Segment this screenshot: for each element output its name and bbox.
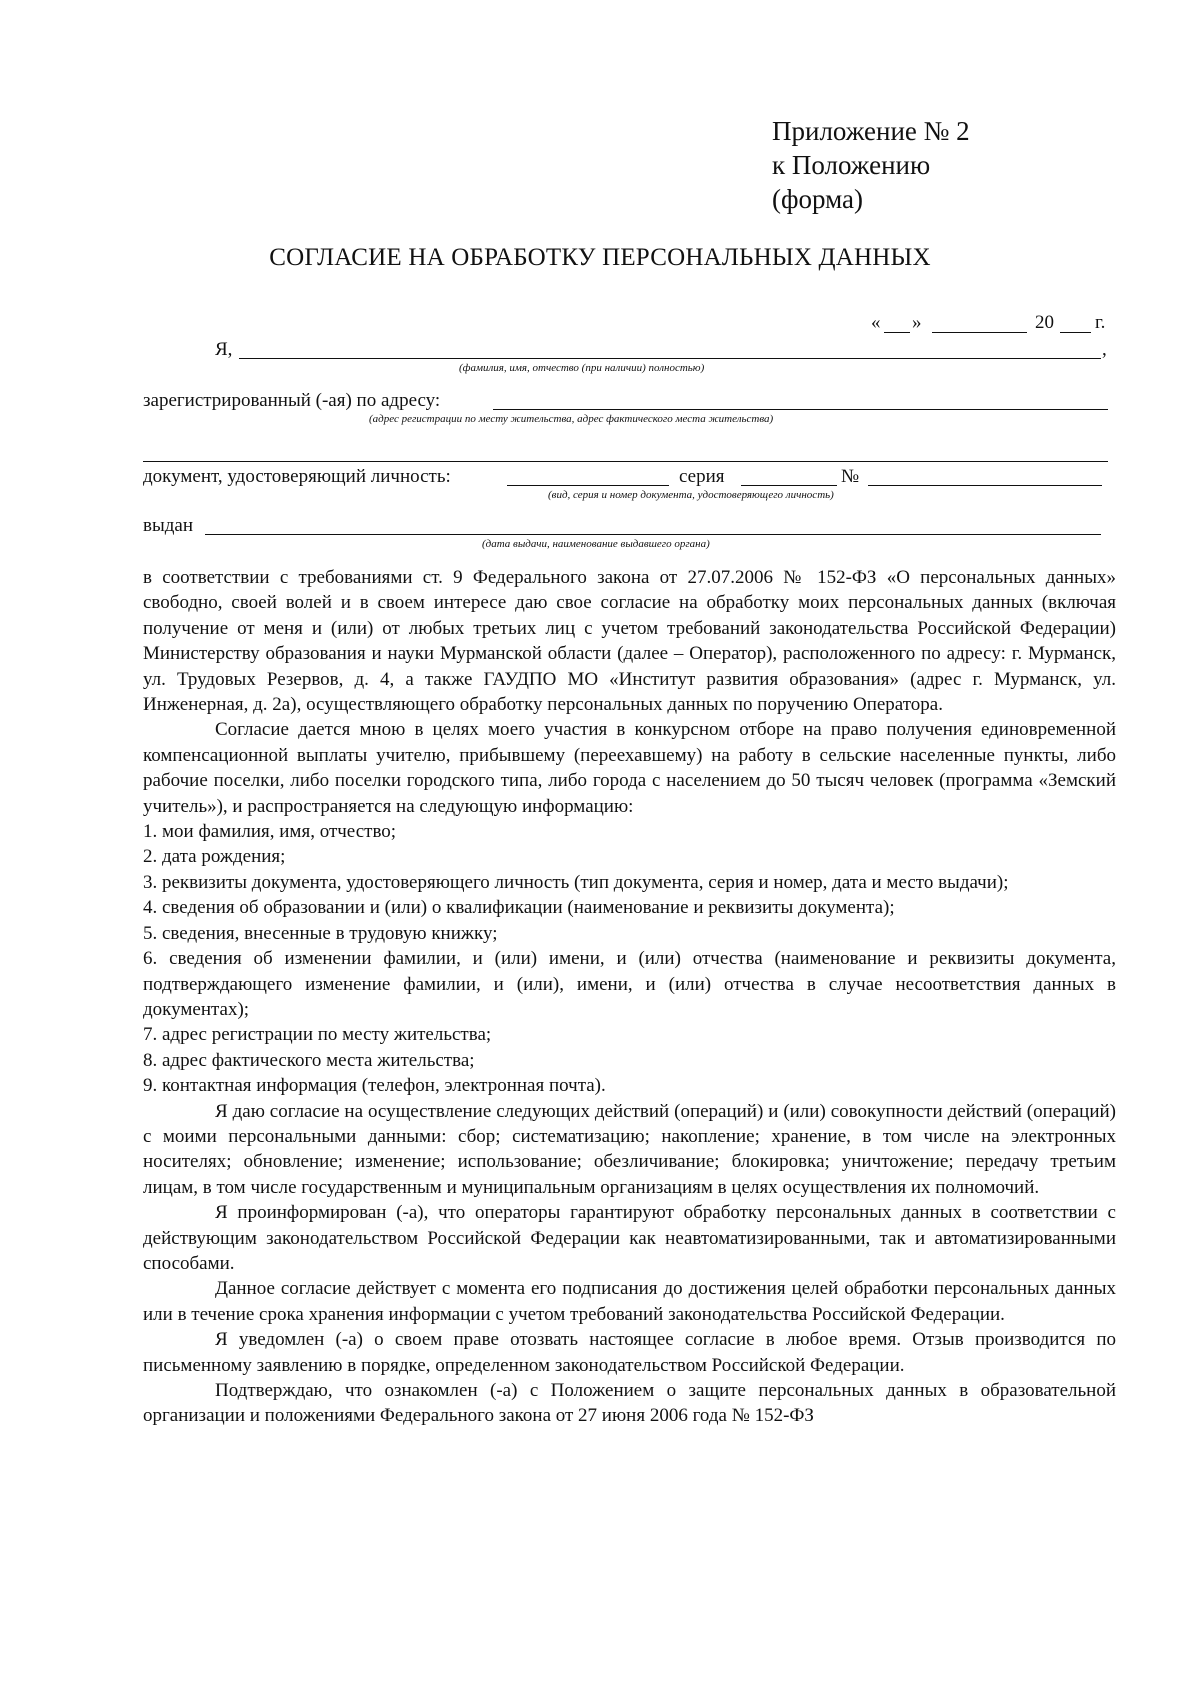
paragraph-actions: Я даю согласие на осуществление следующих действий (операций) и (или) совокупности действий (операций) с моими персональными данными: сбор; систематизацию; накопление; хранение, в том числе на электронных носителях; обновление; изменение; использование; обезличивание; блокировка; уничтожение; передачу третьим лицам, в том числе государственным и муниципальным организациям в целях осуществления их полномочий.: [143, 1100, 1116, 1198]
id-document-label: документ, удостоверяющий личность:: [143, 466, 451, 487]
list-item: 8. адрес фактического места жительства;: [143, 1049, 475, 1071]
paragraph-basis: в соответствии с требованиями ст. 9 Федерального закона от 27.07.2006 № 152-ФЗ «О персональных данных» свободно, своей волей и в своем интересе даю свое согласие на обработку моих персональных данных (включая получение от меня и (или) от любых третьих лиц с учетом требований законодательства Российской Федерации) Министерству образования и науки Мурманской области (далее – Оператор), расположенного по адресу: г. Мурманск, ул. Трудовых Резервов, д. 4, а также ГАУДПО МО «Институт развития образования» (адрес г. Мурманск, ул. Инженерная, д. 2а), осуществляющего обработку персональных данных по поручению Оператора.: [143, 567, 1116, 716]
appendix-header: [772, 114, 970, 216]
date-close-quote: »: [912, 312, 922, 333]
list-item: 7. адрес регистрации по месту жительства;: [143, 1024, 492, 1046]
list-item: 4. сведения об образовании и (или) о квалификации (наименование и реквизиты документа);: [143, 897, 895, 919]
address-hint: (адрес регистрации по месту жительства, адрес фактического места жительства): [369, 413, 774, 425]
id-document-hint: (вид, серия и номер документа, удостоверяющего личность): [548, 489, 834, 501]
series-label: серия: [679, 466, 725, 487]
issued-hint: (дата выдачи, наименование выдавшего органа): [482, 538, 710, 550]
address-label: зарегистрированный (-ая) по адресу:: [143, 390, 441, 411]
list-item: 5. сведения, внесенные в трудовую книжку;: [143, 922, 498, 944]
year-field[interactable]: [1060, 332, 1091, 333]
day-field[interactable]: [884, 332, 910, 333]
number-field[interactable]: [868, 485, 1102, 486]
appendix-number: Приложение № 2: [772, 116, 970, 146]
paragraph-purpose: Согласие дается мною в целях моего участия в конкурсном отборе на право получения единовременной компенсационной выплаты учителю, прибывшему (переехавшему) на работу в сельские населенные пункты, либо рабочие поселки, либо поселки городского типа, либо города с населением до 50 тысяч человек (программа «Земский учитель»), и распространяется на следующую информацию:: [143, 719, 1116, 817]
issued-field[interactable]: [205, 534, 1101, 535]
list-item: 6. сведения об изменении фамилии, и (или) имени, и (или) отчества (наименование и реквизиты документа, подтверждающего изменение фамилии, и (или), имени, и (или) отчества в случае несоответствия данных в документах);: [143, 948, 1116, 1020]
paragraph-confirmation: Подтверждаю, что ознакомлен (-а) с Положением о защите персональных данных в образовательной организации и положениями Федерального закона от 27 июня 2006 года № 152-ФЗ: [143, 1380, 1116, 1427]
i-label: Я,: [215, 339, 233, 360]
paragraph-validity: Данное согласие действует с момента его подписания до достижения целей обработки персональных данных или в течение срока хранения информации с учетом требований законодательства Российской Федерации.: [143, 1278, 1116, 1325]
list-item: 1. мои фамилия, имя, отчество;: [143, 821, 397, 843]
address-field[interactable]: [493, 409, 1108, 410]
number-label: №: [841, 466, 860, 487]
fio-comma: ,: [1102, 339, 1107, 360]
id-document-type-field[interactable]: [507, 485, 669, 486]
address-field-continued[interactable]: [143, 461, 1108, 462]
issued-label: выдан: [143, 515, 194, 536]
consent-body: [143, 565, 1116, 1429]
fio-hint: (фамилия, имя, отчество (при наличии) полностью): [459, 362, 705, 374]
year-suffix: г.: [1095, 312, 1106, 333]
paragraph-informed: Я проинформирован (-а), что операторы гарантируют обработку персональных данных в соответствии с действующим законодательством Российской Федерации как неавтоматизированными, так и автоматизированными способами.: [143, 1202, 1116, 1274]
appendix-form-note: (форма): [772, 184, 863, 214]
list-item: 3. реквизиты документа, удостоверяющего личность (тип документа, серия и номер, дата и место выдачи);: [143, 871, 1009, 893]
year-prefix: 20: [1035, 312, 1054, 333]
paragraph-revocation: Я уведомлен (-а) о своем праве отозвать настоящее согласие в любое время. Отзыв производится по письменному заявлению в порядке, определенном законодательством Российской Федерации.: [143, 1329, 1116, 1376]
document-title: СОГЛАСИЕ НА ОБРАБОТКУ ПЕРСОНАЛЬНЫХ ДАННЫХ: [269, 244, 931, 271]
list-item: 9. контактная информация (телефон, электронная почта).: [143, 1075, 606, 1097]
series-field[interactable]: [741, 485, 837, 486]
fio-field[interactable]: [239, 358, 1101, 359]
date-open-quote: «: [871, 312, 881, 333]
appendix-reference: к Положению: [772, 150, 931, 180]
month-field[interactable]: [932, 332, 1027, 333]
list-item: 2. дата рождения;: [143, 846, 286, 868]
